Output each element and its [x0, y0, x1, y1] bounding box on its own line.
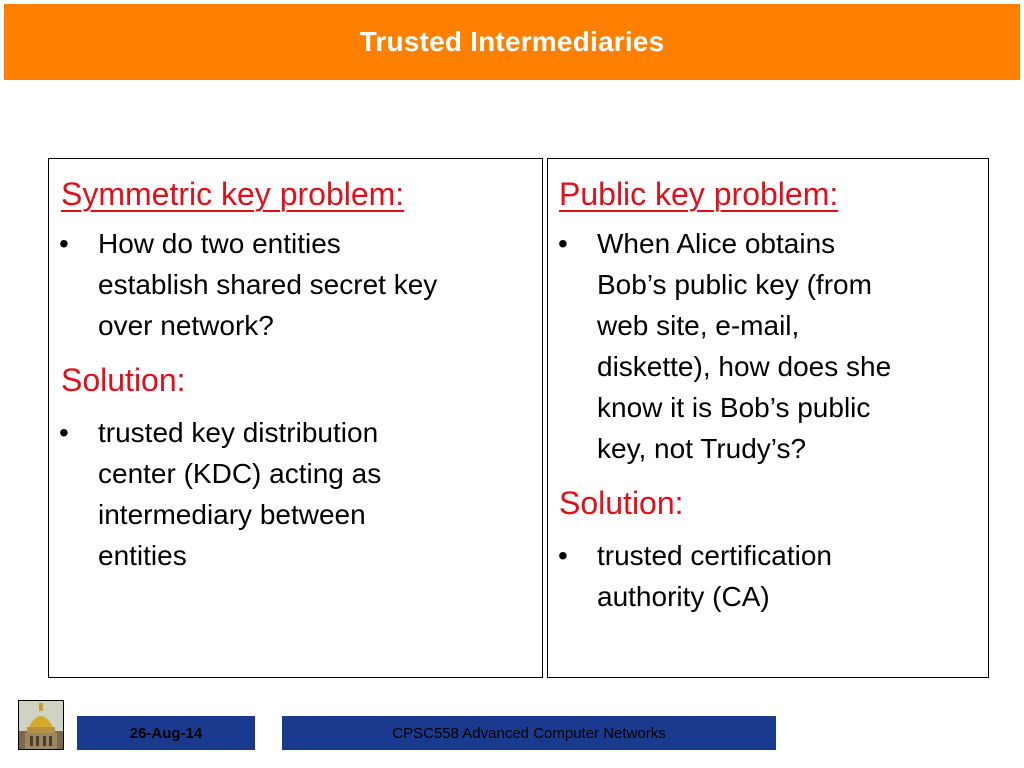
right-heading-solution: Solution:	[559, 485, 684, 521]
right-heading-problem: Public key problem:	[559, 176, 839, 212]
right-bullet1-line6: key, not Trudy’s?	[597, 433, 807, 464]
bullet-dot: •	[59, 417, 69, 448]
left-bullet1-line3: over network?	[98, 310, 274, 341]
bullet-dot: •	[59, 228, 69, 259]
right-bullet1-line5: know it is Bob’s public	[597, 392, 871, 423]
left-bullet2-line1: trusted key distribution	[98, 417, 379, 448]
right-bullet1-line2: Bob’s public key (from	[597, 269, 872, 300]
footer-course: CPSC558 Advanced Computer Networks	[392, 724, 666, 742]
right-bullet2-line2: authority (CA)	[597, 581, 770, 612]
right-panel	[547, 158, 989, 678]
left-heading-problem: Symmetric key problem:	[61, 176, 405, 212]
right-bullet1-line1: When Alice obtains	[597, 228, 836, 259]
right-bullet2-line1: trusted certification	[597, 540, 832, 571]
title-bar	[4, 4, 1020, 80]
right-bullet1-line3: web site, e-mail,	[597, 310, 800, 341]
left-bullet1-line1: How do two entities	[98, 228, 341, 259]
footer-date-box	[77, 716, 255, 750]
left-bullet2-line4: entities	[98, 540, 187, 571]
golden-dome-logo-icon	[18, 700, 64, 750]
left-heading-solution: Solution:	[61, 362, 186, 398]
bullet-dot: •	[558, 540, 568, 571]
left-bullet1-line2: establish shared secret key	[98, 269, 438, 300]
slide-title: Trusted Intermediaries	[359, 26, 665, 57]
footer-course-box	[282, 716, 776, 750]
left-bullet2-line3: intermediary between	[98, 499, 366, 530]
left-bullet2-line2: center (KDC) acting as	[98, 458, 382, 489]
right-bullet1-line4: diskette), how does she	[597, 351, 892, 382]
bullet-dot: •	[558, 228, 568, 259]
footer-date: 26-Aug-14	[129, 724, 203, 742]
left-panel	[48, 158, 543, 678]
